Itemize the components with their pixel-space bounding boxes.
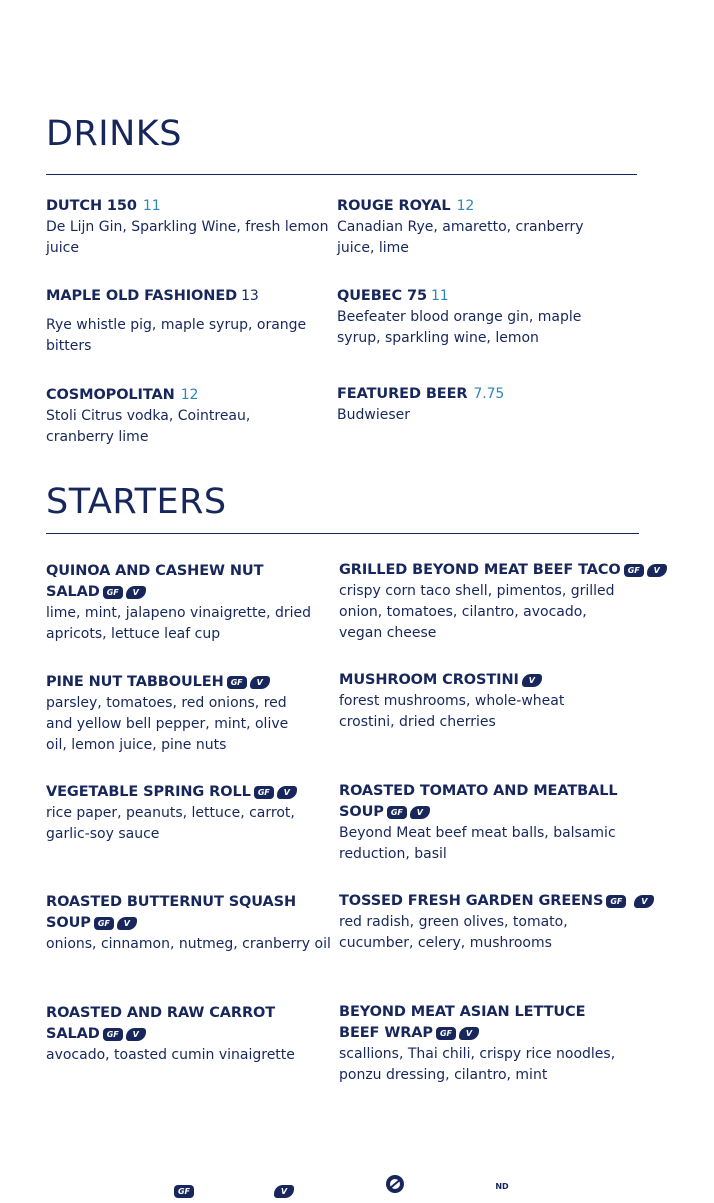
gluten-free-icon: GF (436, 1027, 456, 1040)
vegan-icon: V (410, 806, 430, 819)
starter-item (46, 561, 326, 645)
drink-description: Canadian Rye, amaretto, cranberry juice, lime (337, 219, 584, 256)
gluten-free-icon: GF (103, 1028, 123, 1041)
starter-item (46, 672, 311, 756)
gluten-free-icon: GF (606, 895, 626, 908)
vegan-icon: V (459, 1027, 479, 1040)
starter-item (339, 891, 669, 954)
drinks-divider (46, 174, 637, 175)
starter-description: avocado, toasted cumin vinaigrette (46, 1047, 295, 1063)
drink-name: QUEBEC 75 (337, 288, 427, 304)
vegan-icon: V (126, 586, 146, 599)
drink-description: Stoli Citrus vodka, Cointreau, cranberry lime (46, 408, 251, 445)
nut-free-icon: ND (495, 1182, 509, 1191)
starter-item (46, 782, 321, 845)
drink-item (46, 286, 321, 357)
vegan-icon: V (250, 676, 270, 689)
starter-description: scallions, Thai chili, crispy rice noodles, ponzu dressing, cilantro, mint (339, 1046, 616, 1083)
drink-price: 13 (241, 288, 259, 304)
drink-description: Budwieser (337, 407, 410, 423)
drink-description: Beefeater blood orange gin, maple syrup, sparkling wine, lemon (337, 309, 582, 346)
starter-description: lime, mint, jalapeno vinaigrette, dried apricots, lettuce leaf cup (46, 605, 312, 642)
starter-description: Beyond Meat beef meat balls, balsamic reduction, basil (339, 825, 616, 862)
drink-price: 12 (456, 198, 475, 214)
vegan-icon: V (522, 674, 542, 687)
drink-item (46, 196, 331, 259)
gluten-free-icon: GF (103, 586, 123, 599)
starter-item (46, 1003, 306, 1066)
legend-no-peanut (386, 1175, 404, 1197)
drink-description: Rye whistle pig, maple syrup, orange bitters (46, 317, 307, 354)
starter-item (339, 560, 684, 644)
starter-item (46, 892, 331, 955)
starter-item (339, 781, 639, 865)
legend-gluten-free (174, 1180, 194, 1199)
legend-vegan (274, 1180, 294, 1199)
vegan-icon: V (117, 917, 137, 930)
drink-item (46, 385, 331, 448)
starter-name: ROASTED AND RAW CARROT SALAD (46, 1005, 276, 1042)
gluten-free-icon: GF (254, 786, 274, 799)
starter-description: red radish, green olives, tomato, cucumber, celery, mushrooms (339, 914, 568, 951)
drink-name: MAPLE OLD FASHIONED (46, 288, 238, 304)
drink-price: 11 (142, 198, 161, 214)
drink-item (337, 286, 622, 349)
starter-description: parsley, tomatoes, red onions, red and yellow bell pepper, mint, olive oil, lemon juice, pine nuts (46, 695, 289, 753)
starter-name: TOSSED FRESH GARDEN GREENS (339, 893, 604, 909)
drink-price: 11 (430, 288, 449, 304)
starter-name: ROASTED TOMATO AND MEATBALL SOUP (339, 783, 618, 820)
starter-name: VEGETABLE SPRING ROLL (46, 784, 251, 800)
no-peanut-icon (386, 1175, 404, 1193)
vegan-icon: V (634, 895, 654, 908)
starter-description: onions, cinnamon, nutmeg, cranberry oil (46, 936, 331, 952)
drink-item (337, 384, 622, 426)
gluten-free-icon: GF (174, 1185, 194, 1198)
drink-description: De Lijn Gin, Sparkling Wine, fresh lemon juice (46, 219, 329, 256)
starters-divider (46, 533, 639, 534)
drinks-title: DRINKS (46, 114, 182, 154)
starters-title: STARTERS (46, 482, 227, 522)
starter-name: PINE NUT TABBOULEH (46, 674, 224, 690)
drink-name: ROUGE ROYAL (337, 198, 451, 214)
vegan-icon: V (126, 1028, 146, 1041)
starter-item (339, 1002, 639, 1086)
drink-price: 7.75 (473, 386, 505, 402)
starter-description: crispy corn taco shell, pimentos, grilled onion, tomatoes, cilantro, avocado, vegan cheese (339, 583, 615, 641)
starter-name: MUSHROOM CROSTINI (339, 672, 519, 688)
starter-name: GRILLED BEYOND MEAT BEEF TACO (339, 562, 621, 578)
drink-name: FEATURED BEER (337, 386, 468, 402)
gluten-free-icon: GF (94, 917, 114, 930)
starter-description: forest mushrooms, whole-wheat crostini, dried cherries (339, 693, 565, 730)
gluten-free-icon: GF (387, 806, 407, 819)
drink-name: DUTCH 150 (46, 198, 137, 214)
vegan-icon: V (274, 1185, 294, 1198)
gluten-free-icon: GF (227, 676, 247, 689)
gluten-free-icon: GF (624, 564, 644, 577)
drink-item (337, 196, 622, 259)
starter-item (339, 670, 629, 733)
starter-name: QUINOA AND CASHEW NUT SALAD (46, 563, 264, 600)
starter-name: ROASTED BUTTERNUT SQUASH SOUP (46, 894, 297, 931)
drink-name: COSMOPOLITAN (46, 387, 175, 403)
drink-price: 12 (180, 387, 199, 403)
legend-nut-free (495, 1174, 509, 1203)
vegan-icon: V (277, 786, 297, 799)
starter-name: BEYOND MEAT ASIAN LETTUCE BEEF WRAP (339, 1004, 586, 1041)
vegan-icon: V (647, 564, 667, 577)
starter-description: rice paper, peanuts, lettuce, carrot, garlic-soy sauce (46, 805, 295, 842)
